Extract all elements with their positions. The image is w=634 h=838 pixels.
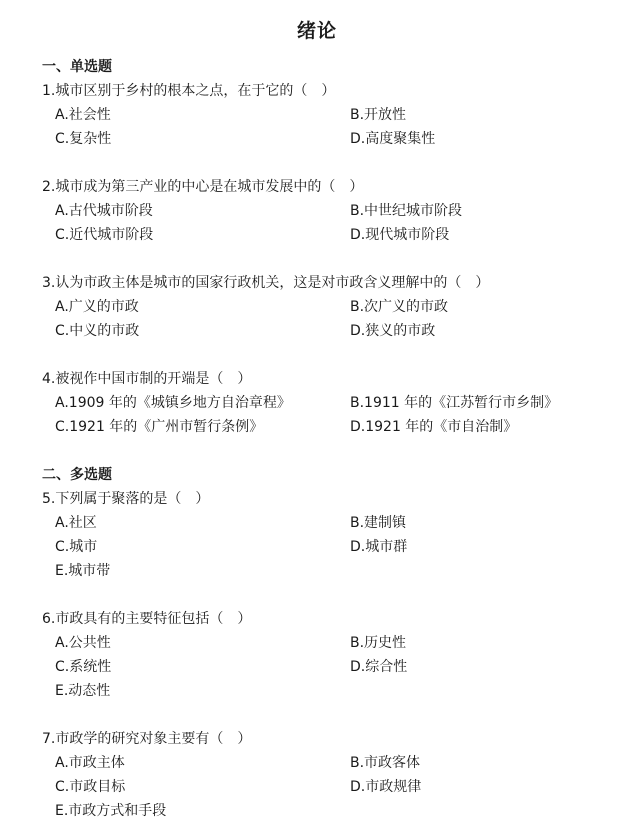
option-b: B.中世纪城市阶段 — [350, 203, 463, 219]
question-stem: 7.市政学的研究对象主要有（ ） — [42, 731, 252, 747]
option-a: A.广义的市政 — [55, 299, 139, 315]
option-c: C.中义的市政 — [55, 323, 140, 339]
option-b: B.建制镇 — [350, 515, 407, 531]
option-c: C.城市 — [55, 539, 98, 555]
question-stem: 1.城市区别于乡村的根本之点，在于它的（ ） — [42, 83, 336, 99]
option-e: E.市政方式和手段 — [55, 803, 167, 819]
option-b: B.1911 年的《江苏暂行市乡制》 — [350, 395, 559, 411]
option-d: D.现代城市阶段 — [350, 227, 450, 243]
option-c: C.系统性 — [55, 659, 112, 675]
question-stem: 6.市政具有的主要特征包括（ ） — [42, 611, 252, 627]
option-e: E.城市带 — [55, 563, 111, 579]
option-d: D.市政规律 — [350, 779, 422, 795]
option-d: D.城市群 — [350, 539, 408, 555]
option-d: D.狭义的市政 — [350, 323, 436, 339]
option-d: D.综合性 — [350, 659, 408, 675]
question-stem: 2.城市成为第三产业的中心是在城市发展中的（ ） — [42, 179, 364, 195]
section-heading-single-choice: 一、单选题 — [42, 59, 112, 75]
option-a: A.1909 年的《城镇乡地方自治章程》 — [55, 395, 291, 411]
option-e: E.动态性 — [55, 683, 111, 699]
option-c: C.近代城市阶段 — [55, 227, 154, 243]
option-b: B.开放性 — [350, 107, 407, 123]
option-d: D.1921 年的《市自治制》 — [350, 419, 518, 435]
option-b: B.市政客体 — [350, 755, 421, 771]
option-c: C.1921 年的《广州市暂行条例》 — [55, 419, 264, 435]
question-stem: 4.被视作中国市制的开端是（ ） — [42, 371, 252, 387]
question-stem: 3.认为市政主体是城市的国家行政机关，这是对市政含义理解中的（ ） — [42, 275, 490, 291]
option-b: B.历史性 — [350, 635, 407, 651]
page-title: 绪论 — [296, 20, 337, 42]
option-c: C.市政目标 — [55, 779, 126, 795]
option-c: C.复杂性 — [55, 131, 112, 147]
section-heading-multiple-choice: 二、多选题 — [42, 467, 112, 483]
option-a: A.社会性 — [55, 107, 111, 123]
option-d: D.高度聚集性 — [350, 131, 436, 147]
question-stem: 5.下列属于聚落的是（ ） — [42, 491, 210, 507]
option-a: A.古代城市阶段 — [55, 203, 153, 219]
option-a: A.市政主体 — [55, 755, 125, 771]
option-a: A.公共性 — [55, 635, 111, 651]
option-a: A.社区 — [55, 515, 97, 531]
option-b: B.次广义的市政 — [350, 299, 449, 315]
